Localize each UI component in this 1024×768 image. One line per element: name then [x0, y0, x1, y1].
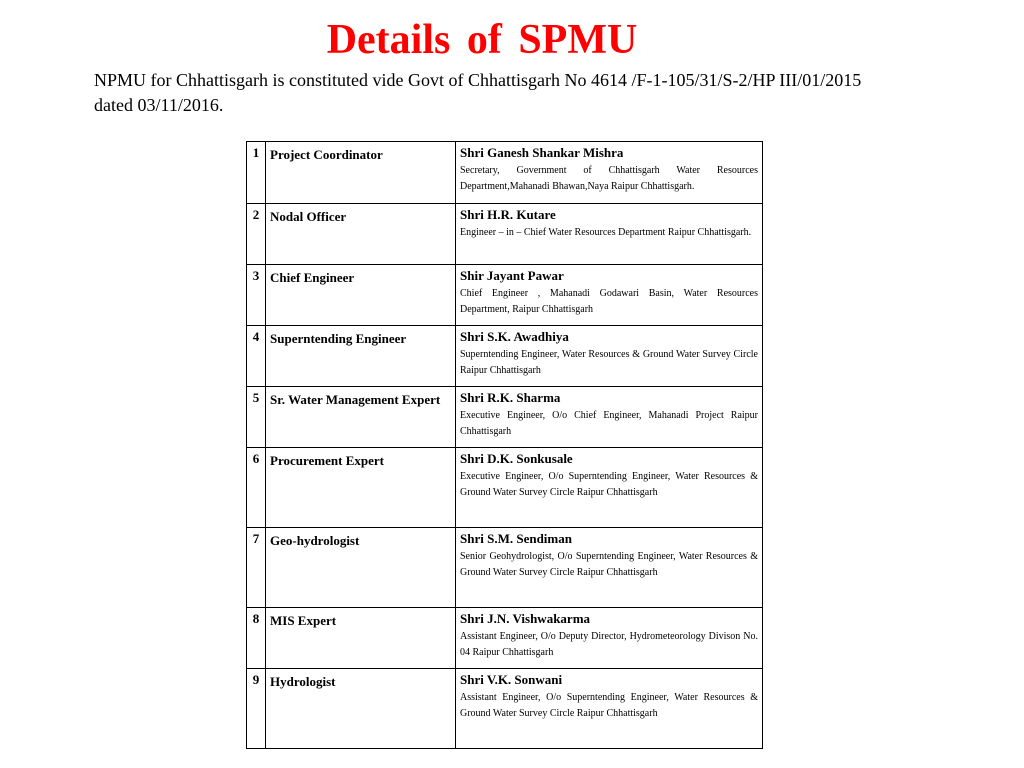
person-cell [456, 265, 763, 326]
row-number: 8 [247, 608, 266, 669]
role-cell: Nodal Officer [266, 204, 456, 265]
person-name: Shri H.R. Kutare [460, 207, 556, 222]
person-designation: Assistant Engineer, O/o Superntending Engineer, Water Resources & Ground Water Survey Circle Raipur Chhattisgarh [460, 692, 758, 719]
person-name: Shri S.K. Awadhiya [460, 329, 569, 344]
person-cell [456, 204, 763, 265]
row-number: 4 [247, 326, 266, 387]
table-row [247, 326, 763, 387]
table-row [247, 387, 763, 448]
person-cell [456, 448, 763, 528]
page-title: Details of SPMU [326, 17, 638, 63]
table-row [247, 448, 763, 528]
person-cell [456, 142, 763, 204]
role-cell: Sr. Water Management Expert [266, 387, 456, 448]
role-cell: Hydrologist [266, 669, 456, 749]
role-cell: Project Coordinator [266, 142, 456, 204]
row-number: 7 [247, 528, 266, 608]
table-row [247, 669, 763, 749]
person-name: Shri J.N. Vishwakarma [460, 611, 591, 626]
person-name: Shri S.M. Sendiman [460, 531, 572, 546]
person-cell [456, 326, 763, 387]
person-cell [456, 387, 763, 448]
person-name: Shri Ganesh Shankar Mishra [460, 145, 624, 160]
person-designation: Superntending Engineer, Water Resources & Ground Water Survey Circle Raipur Chhattisgarh [460, 349, 758, 376]
table-row [247, 265, 763, 326]
row-number: 1 [247, 142, 266, 204]
role-cell: Geo-hydrologist [266, 528, 456, 608]
row-number: 3 [247, 265, 266, 326]
person-name: Shri D.K. Sonkusale [460, 451, 573, 466]
role-cell: Superntending Engineer [266, 326, 456, 387]
person-designation: Engineer – in – Chief Water Resources Department Raipur Chhattisgarh. [460, 227, 752, 238]
person-designation: Assistant Engineer, O/o Deputy Director, Hydrometeorology Divison No. 04 Raipur Chhattisgarh [460, 631, 758, 658]
row-number: 6 [247, 448, 266, 528]
person-designation: Executive Engineer, O/o Superntending Engineer, Water Resources & Ground Water Survey Circle Raipur Chhattisgarh [460, 471, 758, 498]
row-number: 5 [247, 387, 266, 448]
person-cell [456, 669, 763, 749]
person-name: Shir Jayant Pawar [460, 268, 564, 283]
spmu-table [246, 141, 763, 749]
person-designation: Senior Geohydrologist, O/o Superntending Engineer, Water Resources & Ground Water Survey Circle Raipur Chhattisgarh [460, 551, 758, 578]
table-row [247, 142, 763, 204]
role-cell: Chief Engineer [266, 265, 456, 326]
table-row [247, 204, 763, 265]
person-name: Shri R.K. Sharma [460, 390, 561, 405]
person-name: Shri V.K. Sonwani [460, 672, 563, 687]
role-cell: Procurement Expert [266, 448, 456, 528]
person-designation: Chief Engineer , Mahanadi Godawari Basin, Water Resources Department, Raipur Chhattisgarh [460, 288, 758, 315]
page-subtitle: NPMU for Chhattisgarh is constituted vide Govt of Chhattisgarh No 4614 /F-1-105/31/S-2/HP III/01/2015 dated 03/11/2016. [94, 70, 862, 115]
table-row [247, 608, 763, 669]
role-cell: MIS Expert [266, 608, 456, 669]
row-number: 9 [247, 669, 266, 749]
person-cell [456, 528, 763, 608]
person-designation: Executive Engineer, O/o Chief Engineer, Mahanadi Project Raipur Chhattisgarh [460, 410, 758, 437]
row-number: 2 [247, 204, 266, 265]
person-designation: Secretary, Government of Chhattisgarh Water Resources Department,Mahanadi Bhawan,Naya Raipur Chhattisgarh. [460, 165, 758, 192]
table-row [247, 528, 763, 608]
person-cell [456, 608, 763, 669]
